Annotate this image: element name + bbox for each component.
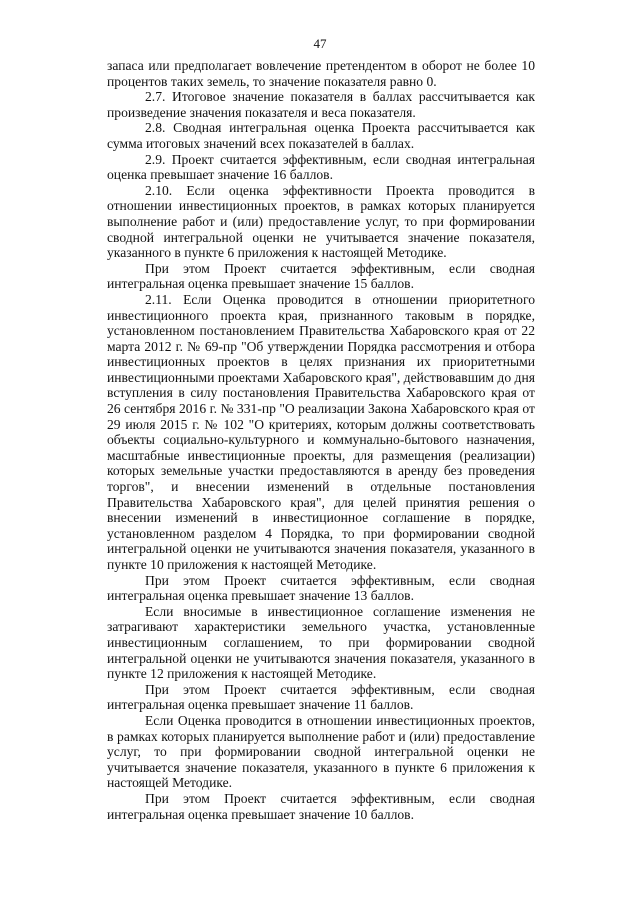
document-body [107, 58, 535, 822]
paragraph-2-7: 2.7. Итоговое значение показателя в баллах рассчитывается как произведение значения показателя и веса показателя. [107, 89, 535, 120]
paragraph-threshold-13: При этом Проект считается эффективным, если сводная интегральная оценка превышает значение 13 баллов. [107, 572, 535, 604]
paragraph-land-characteristics: Если вносимые в инвестиционное соглашение изменения не затрагивают характеристики земельного участка, установленные инвестиционным соглашением, то при формировании сводной интегральной оценки не учитываются значения показателя, указанного в пункте 12 приложения к настоящей Методике. [107, 603, 535, 682]
paragraph-threshold-10: При этом Проект считается эффективным, если сводная интегральная оценка превышает значение 10 баллов. [107, 790, 535, 822]
paragraph-continuation: запаса или предполагает вовлечение претендентом в оборот не более 10 процентов таких земель, то значение показателя равно 0. [107, 58, 535, 89]
paragraph-2-10: 2.10. Если оценка эффективности Проекта проводится в отношении инвестиционных проектов, в рамках которых планируется выполнение работ и (или) предоставление услуг, то при формировании сводной интегральной оценки не учитывается значение показателя, указанного в пункте 6 приложения к настоящей Методике. [107, 182, 535, 261]
paragraph-services-projects: Если Оценка проводится в отношении инвестиционных проектов, в рамках которых планируется выполнение работ и (или) предоставление услуг, то при формировании сводной интегральной оценки не учитывается значение показателя, указанного в пункте 6 приложения к настоящей Методике. [107, 712, 535, 791]
paragraph-2-8: 2.8. Сводная интегральная оценка Проекта рассчитывается как сумма итоговых значений всех показателей в баллах. [107, 120, 535, 151]
paragraph-2-11: 2.11. Если Оценка проводится в отношении приоритетного инвестиционного проекта края, признанного таковым в порядке, установленном постановлением Правительства Хабаровского края от 22 марта 2012 г. № 69-пр "Об утверждении Порядка рассмотрения и отбора инвестиционных проектов в целях признания их приоритетными инвестиционными проектами Хабаровского края", действовавшим до дня вступления в силу постановления Правительства Хабаровского края от 26 сентября 2016 г. № 331-пр "О реализации Закона Хабаровского края от 29 июля 2015 г. № 102 "О критериях, которым должны соответствовать объекты социально-культурного и коммунально-бытового назначения, масштабные инвестиционные проекты, для размещения (реализации) которых земельные участки предоставляются в аренду без проведения торгов", и внесении изменений в отдельные постановления Правительства Хабаровского края", для целей принятия решения о внесении изменений в инвестиционное соглашение в порядке, установленном разделом 4 Порядка, то при формировании сводной интегральной оценки не учитываются значения показателя, указанного в пункте 10 приложения к настоящей Методике. [107, 291, 535, 572]
page-number: 47 [313, 36, 327, 51]
paragraph-threshold-15: При этом Проект считается эффективным, если сводная интегральная оценка превышает значение 15 баллов. [107, 260, 535, 292]
paragraph-threshold-11: При этом Проект считается эффективным, если сводная интегральная оценка превышает значение 11 баллов. [107, 681, 535, 713]
paragraph-2-9: 2.9. Проект считается эффективным, если сводная интегральная оценка превышает значение 16 баллов. [107, 151, 535, 183]
